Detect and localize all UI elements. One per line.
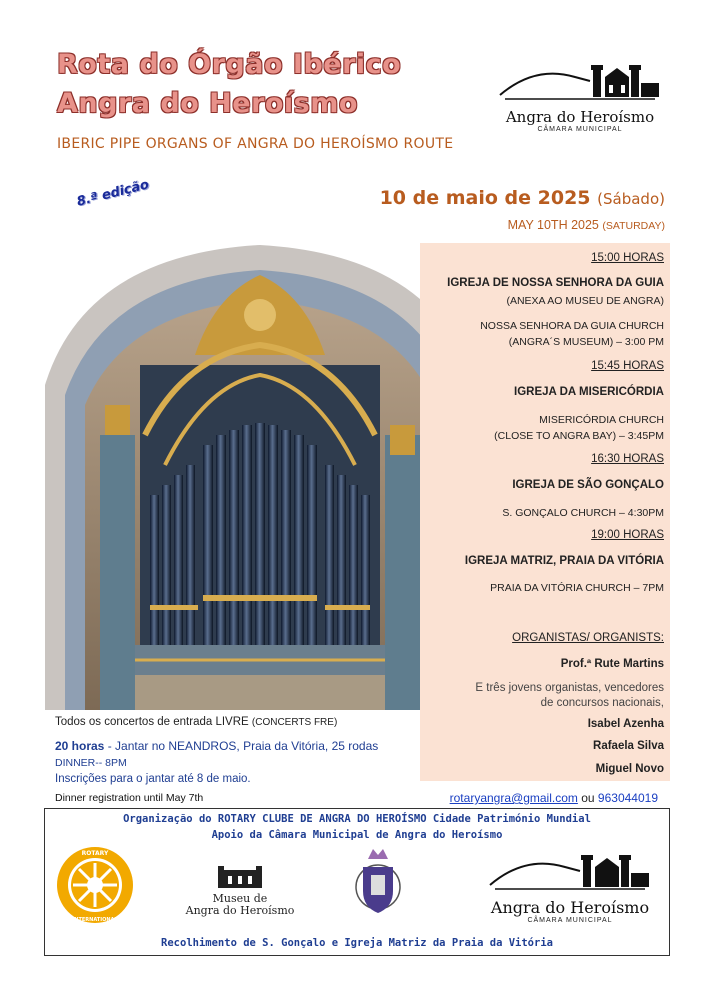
registration-en: Dinner registration until May 7th bbox=[55, 792, 204, 804]
logo-subtitle: CÂMARA MUNICIPAL bbox=[537, 126, 623, 133]
dinner-info bbox=[55, 739, 378, 753]
schedule-church-1-en: NOSSA SENHORA DA GUIA CHURCH bbox=[480, 320, 664, 332]
schedule-church-1-annex: (ANEXA AO MUSEU DE ANGRA) bbox=[506, 295, 664, 307]
footer-venues: Recolhimento de S. Gonçalo e Igreja Matriz da Praia da Vitória bbox=[161, 937, 553, 949]
rotary-logo-intl: INTERNATIONAL bbox=[72, 917, 118, 923]
schedule-church-4: IGREJA MATRIZ, PRAIA DA VITÓRIA bbox=[464, 555, 664, 567]
title-line-1: Rota do Órgão Ibérico bbox=[57, 49, 402, 80]
date-pt-text: 10 de maio de 2025 bbox=[379, 187, 591, 209]
city-skyline-icon bbox=[495, 55, 665, 103]
date-pt-day: (Sábado) bbox=[597, 190, 665, 208]
schedule-church-3: IGREJA DE SÃO GONÇALO bbox=[512, 479, 664, 491]
schedule-church-4-en: PRAIA DA VITÓRIA CHURCH – 7PM bbox=[490, 582, 664, 594]
free-entry-pt: Todos os concertos de entrada LIVRE bbox=[55, 716, 249, 728]
organists-heading: ORGANISTAS/ ORGANISTS: bbox=[512, 632, 664, 644]
organists-young-line2: de concursos nacionais, bbox=[540, 697, 664, 709]
dinner-en: DINNER-- 8PM bbox=[55, 757, 127, 769]
coat-of-arms-icon bbox=[353, 845, 403, 925]
museum-name-line2: Angra do Heroísmo bbox=[185, 904, 295, 917]
organist-name-2: Rafaela Silva bbox=[593, 740, 664, 752]
phone-number[interactable]: 963044019 bbox=[597, 791, 658, 805]
city-skyline-icon bbox=[485, 847, 655, 893]
logo-name: Angra do Heroísmo bbox=[505, 108, 655, 126]
schedule-church-3-en: S. GONÇALO CHURCH – 4:30PM bbox=[502, 507, 664, 519]
schedule-church-2: IGREJA DA MISERICÓRDIA bbox=[514, 386, 664, 398]
organist-main: Prof.ª Rute Martins bbox=[560, 658, 664, 670]
date-english bbox=[508, 218, 665, 232]
email-link[interactable]: rotaryangra@gmail.com bbox=[449, 791, 578, 805]
schedule-church-2-en-time: (CLOSE TO ANGRA BAY) – 3:45PM bbox=[494, 430, 664, 442]
organ-photo bbox=[45, 235, 475, 710]
free-entry-en: (CONCERTS FRE) bbox=[251, 717, 338, 728]
rotary-wheel-icon bbox=[55, 845, 135, 925]
camara-municipal-logo-footer bbox=[485, 847, 655, 924]
camara-municipal-logo bbox=[495, 55, 665, 135]
date-portuguese bbox=[380, 187, 665, 209]
footer-organizer: Organização do ROTARY CLUBE DE ANGRA DO HEROÍSMO Cidade Património Mundial bbox=[123, 813, 591, 825]
schedule-time-4: 19:00 HORAS bbox=[591, 529, 664, 541]
dinner-time: 20 horas bbox=[55, 739, 105, 753]
schedule-church-1-en-time: (ANGRA´S MUSEUM) – 3:00 PM bbox=[508, 336, 664, 348]
contact-info bbox=[450, 791, 658, 805]
museum-logo bbox=[180, 864, 300, 917]
organist-name-3: Miguel Novo bbox=[595, 763, 664, 775]
date-en-text: MAY 10TH 2025 bbox=[507, 218, 599, 232]
subtitle: IBERIC PIPE ORGANS OF ANGRA DO HEROÍSMO ROUTE bbox=[57, 136, 454, 152]
organists-young-line1: E três jovens organistas, vencedores bbox=[475, 682, 664, 694]
footer-box bbox=[44, 808, 670, 956]
rotary-logo bbox=[55, 845, 135, 925]
schedule-time-3: 16:30 HORAS bbox=[591, 453, 664, 465]
logo-subtitle-footer: CÂMARA MUNICIPAL bbox=[527, 917, 613, 924]
schedule-time-2: 15:45 HORAS bbox=[591, 360, 664, 372]
museum-building-icon bbox=[180, 864, 300, 888]
pipe-organ-image bbox=[45, 235, 475, 710]
coat-of-arms bbox=[353, 845, 403, 925]
title-line-2: Angra do Heroísmo bbox=[57, 88, 358, 119]
logo-name-footer: Angra do Heroísmo bbox=[490, 898, 650, 917]
schedule-time-1: 15:00 HORAS bbox=[591, 252, 664, 264]
date-en-day: (SATURDAY) bbox=[602, 220, 665, 232]
edition-label: 8.ª edição bbox=[75, 177, 151, 210]
museum-name-line1: Museu de bbox=[212, 892, 268, 905]
organist-name-1: Isabel Azenha bbox=[587, 718, 664, 730]
schedule-church-2-en: MISERICÓRDIA CHURCH bbox=[539, 414, 664, 426]
footer-support: Apoio da Câmara Municipal de Angra do Heroísmo bbox=[211, 829, 503, 841]
registration-pt: Inscrições para o jantar até 8 de maio. bbox=[55, 773, 251, 785]
contact-or: ou bbox=[581, 791, 595, 805]
free-entry-note bbox=[55, 716, 337, 728]
rotary-logo-text: ROTARY bbox=[81, 850, 109, 857]
schedule-church-1: IGREJA DE NOSSA SENHORA DA GUIA bbox=[447, 277, 664, 289]
dinner-text: - Jantar no NEANDROS, Praia da Vitória, 25 rodas bbox=[104, 739, 379, 753]
